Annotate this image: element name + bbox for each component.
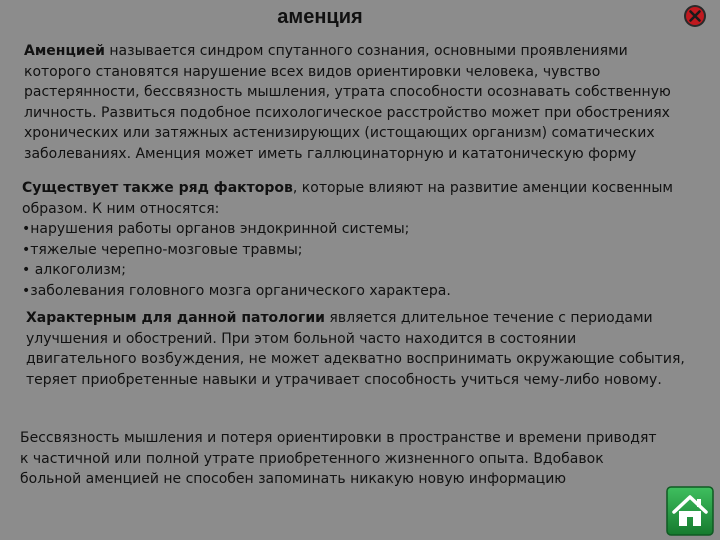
factors-intro: [22, 178, 694, 219]
consequences-paragraph: Бессвязность мышления и потеря ориентировки в пространстве и времени приводят к частичной или полной утрате приобретенного жизненного опыта. Вдобавок больной аменцией не способен запоминать никакую новую информацию: [20, 430, 657, 487]
pathology-paragraph: [26, 308, 686, 390]
list-item: •нарушения работы органов эндокринной системы;: [22, 221, 410, 237]
definition-paragraph: [24, 41, 696, 164]
list-item: •тяжелые черепно-мозговые травмы;: [22, 241, 303, 258]
close-icon: [683, 4, 707, 28]
pathology-text: является длительное течение с периодами улучшения и обострений. При этом больной часто находится в состоянии двигательного возбуждения, не может адекватно воспринимать окружающие события, теряет приобретенные навыки и утрачивает способность учиться чему-либо новому.: [26, 310, 685, 388]
factors-lead: Существует также ряд факторов: [22, 180, 293, 196]
definition-text: называется синдром спутанного сознания, основными проявлениями которого становятся нарушение всех видов ориентировки человека, чувство растерянности, бессвязность мышления, утрата способности осознавать собственную личность. Развиться подобное психологическое расстройство может при обострениях хронических или затяжных астенизирующих (истощающих организм) соматических заболеваниях. Аменция может иметь галлюцинаторную и кататоническую форму: [24, 43, 671, 162]
factors-paragraph: [22, 178, 694, 301]
list-item: •заболевания головного мозга органического характера.: [22, 282, 451, 299]
list-item: • алкоголизм;: [22, 262, 126, 278]
pathology-lead: Характерным для данной патологии: [26, 310, 325, 326]
factors-intro-text: , которые влияют на развитие аменции косвенным образом. К ним относятся:: [22, 180, 673, 217]
home-button[interactable]: [666, 486, 714, 536]
home-icon: [666, 486, 714, 536]
page-title: аменция: [277, 6, 363, 28]
close-button[interactable]: [683, 4, 707, 28]
definition-lead: Аменцией: [24, 43, 105, 59]
